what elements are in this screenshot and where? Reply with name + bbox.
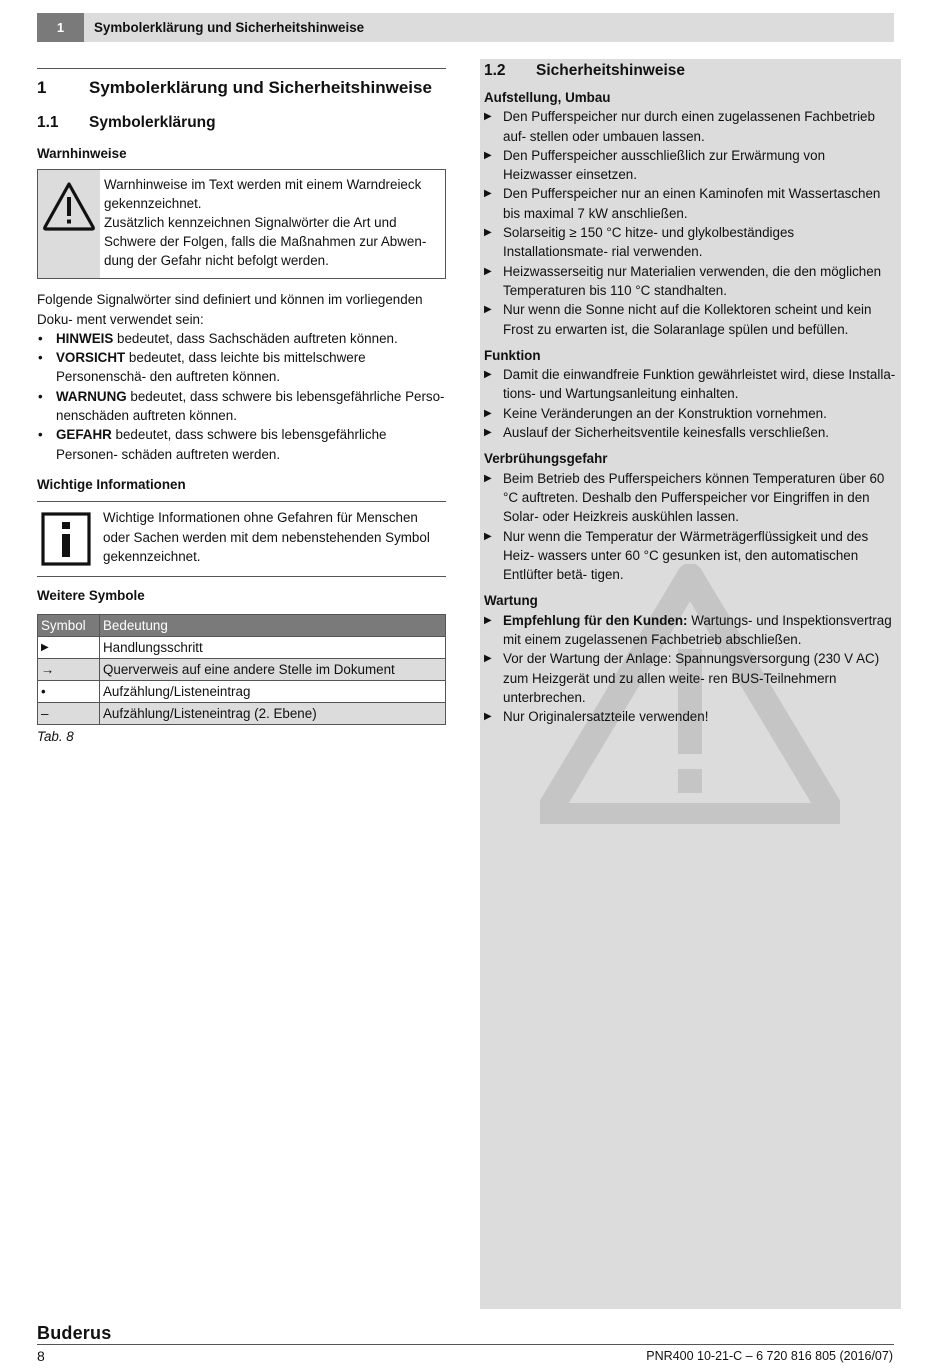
list-item: [37, 387, 446, 426]
section-rule: [37, 68, 446, 69]
signal-word: WARNUNG: [56, 388, 127, 404]
meaning-cell: Querverweis auf eine andere Stelle im Dokument: [100, 658, 446, 680]
list-item: ▶ Nur Originalersatzteile verwenden!: [484, 707, 897, 726]
list-item: ▶ Vor der Wartung der Anlage: Spannungsversorgung (230 V AC) zum Heizgerät und zu allen weite- ren BUS-Teilnehmern unterbrechen.: [484, 649, 897, 707]
signal-word: HINWEIS: [56, 330, 114, 346]
installation-heading: Aufstellung, Umbau: [484, 90, 611, 105]
info-icon: [37, 502, 99, 576]
running-header: [37, 13, 894, 42]
symbol-cell: ▶: [38, 636, 100, 658]
recommendation-text: Wartungs- und Inspektionsvertrag mit einem zugelassenen Fachbetrieb abschließen.: [503, 612, 892, 648]
signal-word: GEFAHR: [56, 427, 112, 443]
info-line: oder Sachen werden mit dem nebenstehenden Symbol: [103, 529, 430, 545]
signal-text: bedeutet, dass Sachschäden auftreten können.: [113, 330, 398, 346]
list-item: [37, 348, 446, 387]
list-item: ▶ Den Pufferspeicher nur an einen Kaminofen mit Wassertaschen bis maximal 7 kW anschließen.: [484, 184, 897, 223]
warning-line: Zusätzlich kennzeichnen Signalwörter die Art und: [104, 215, 397, 231]
section-heading-1: [37, 77, 446, 99]
table-row: [38, 636, 446, 658]
warning-line: dung der Gefahr nicht befolgt werden.: [104, 253, 329, 269]
warning-triangle-icon: [38, 170, 100, 278]
signal-text: bedeutet, dass leichte bis mittelschwere Personenschä- den auftreten können.: [56, 350, 366, 385]
function-list: [484, 365, 897, 442]
meaning-cell: Aufzählung/Listeneintrag: [100, 680, 446, 702]
header-chapter-number: 1: [37, 13, 84, 42]
warning-line: gekennzeichnet.: [104, 196, 202, 212]
brand-logo: Buderus: [37, 1323, 112, 1343]
scalding-heading: Verbrühungsgefahr: [484, 451, 608, 467]
subsection-title: Symbolerklärung: [89, 114, 216, 131]
list-item: ▶ Den Pufferspeicher nur durch einen zugelassenen Fachbetrieb auf- stellen oder umbauen lassen.: [484, 107, 897, 146]
subsection-title: Sicherheitshinweise: [536, 62, 686, 79]
signal-text: bedeutet, dass schwere bis lebensgefährliche Personen- schäden auftreten werden.: [56, 427, 387, 462]
list-item: ▶ Damit die einwandfreie Funktion gewährleistet wird, diese Installa- tions- und Wartungsanleitung einhalten.: [484, 365, 897, 404]
list-item: [37, 425, 446, 464]
list-item: [484, 611, 897, 650]
function-heading: Funktion: [484, 347, 541, 363]
symbol-cell: –: [38, 702, 100, 724]
warning-line: Schwere der Folgen, falls die Maßnahmen zur Abwen-: [104, 234, 427, 250]
symbols-heading: Weitere Symbole: [37, 588, 145, 604]
signal-text: bedeutet, dass schwere bis lebensgefährliche Perso- nenschäden auftreten können.: [56, 388, 445, 424]
warning-line: Warnhinweise im Text werden mit einem Warndreieck: [104, 177, 422, 193]
column-header-symbol: Symbol: [38, 614, 100, 636]
header-title: Symbolerklärung und Sicherheitshinweise: [94, 19, 365, 35]
column-header-meaning: Bedeutung: [100, 614, 446, 636]
maintenance-heading: Wartung: [484, 593, 538, 609]
info-text: [99, 502, 430, 576]
meaning-cell: Handlungsschritt: [100, 636, 446, 658]
list-item: ▶ Beim Betrieb des Pufferspeichers können Temperaturen über 60 °C auftreten. Deshalb den Pufferspeicher vor Eingriffen in den Solar- oder Heizkreis auskühlen lassen.: [484, 469, 897, 527]
list-item: ▶ Solarseitig ≥ 150 °C hitze- und glykolbeständiges Installationsmate- rial verwenden.: [484, 223, 897, 262]
subsection-heading-1-1: [37, 113, 446, 133]
list-item: ▶ Auslauf der Sicherheitsventile keinesfalls verschließen.: [484, 423, 897, 442]
list-item: ▶ Den Pufferspeicher ausschließlich zur Erwärmung von Heizwasser einsetzen.: [484, 146, 897, 185]
table-row: [38, 658, 446, 680]
safety-content: [484, 61, 897, 727]
section-title: Symbolerklärung und Sicherheitshinweise: [89, 78, 432, 97]
subsection-number: 1.2: [484, 62, 506, 79]
scalding-list: [484, 469, 897, 585]
table-row: [38, 702, 446, 724]
document-reference: PNR400 10-21-C – 6 720 816 805 (2016/07): [646, 1349, 893, 1363]
section-number: 1: [37, 78, 47, 97]
info-line: gekennzeichnet.: [103, 548, 201, 564]
list-item: ▶ Heizwasserseitig nur Materialien verwenden, die den möglichen Temperaturen bis 110 °C standhalten.: [484, 262, 897, 301]
warn-heading: Warnhinweise: [37, 146, 127, 161]
safety-panel: [480, 59, 901, 1309]
list-item: ▶ Keine Veränderungen an der Konstruktion vornehmen.: [484, 404, 897, 423]
meaning-cell: Aufzählung/Listeneintrag (2. Ebene): [100, 702, 446, 724]
table-caption: Tab. 8: [37, 728, 74, 744]
installation-list: [484, 107, 897, 339]
maintenance-list: [484, 611, 897, 727]
info-box: [37, 501, 446, 577]
signal-intro: Folgende Signalwörter sind definiert und können im vorliegenden Doku- ment verwendet sein:: [37, 292, 423, 327]
recommendation-label: Empfehlung für den Kunden:: [503, 612, 688, 628]
list-item: [37, 329, 446, 348]
list-item: ▶ Nur wenn die Sonne nicht auf die Kollektoren scheint und kein Frost zu erwarten ist, die Solaranlage spülen und befüllen.: [484, 300, 897, 339]
signal-word: VORSICHT: [56, 350, 126, 366]
warning-box: [37, 169, 446, 279]
signal-list: [37, 329, 446, 464]
symbol-cell: •: [38, 680, 100, 702]
subsection-heading-1-2: [484, 61, 897, 81]
list-item: ▶ Nur wenn die Temperatur der Wärmeträgerflüssigkeit und des Heiz- wassers unter 60 °C gesunken ist, den automatischen Entlüfter betä- tigen.: [484, 527, 897, 585]
subsection-number: 1.1: [37, 114, 59, 131]
footer-rule: [37, 1344, 894, 1345]
table-header-row: [38, 614, 446, 636]
symbol-cell: →: [38, 658, 100, 680]
table-row: [38, 680, 446, 702]
warning-text: [100, 170, 426, 278]
symbols-table: [37, 614, 446, 725]
page-number: 8: [37, 1348, 45, 1364]
info-heading: Wichtige Informationen: [37, 476, 186, 492]
info-line: Wichtige Informationen ohne Gefahren für Menschen: [103, 510, 418, 526]
left-column: [37, 68, 446, 746]
